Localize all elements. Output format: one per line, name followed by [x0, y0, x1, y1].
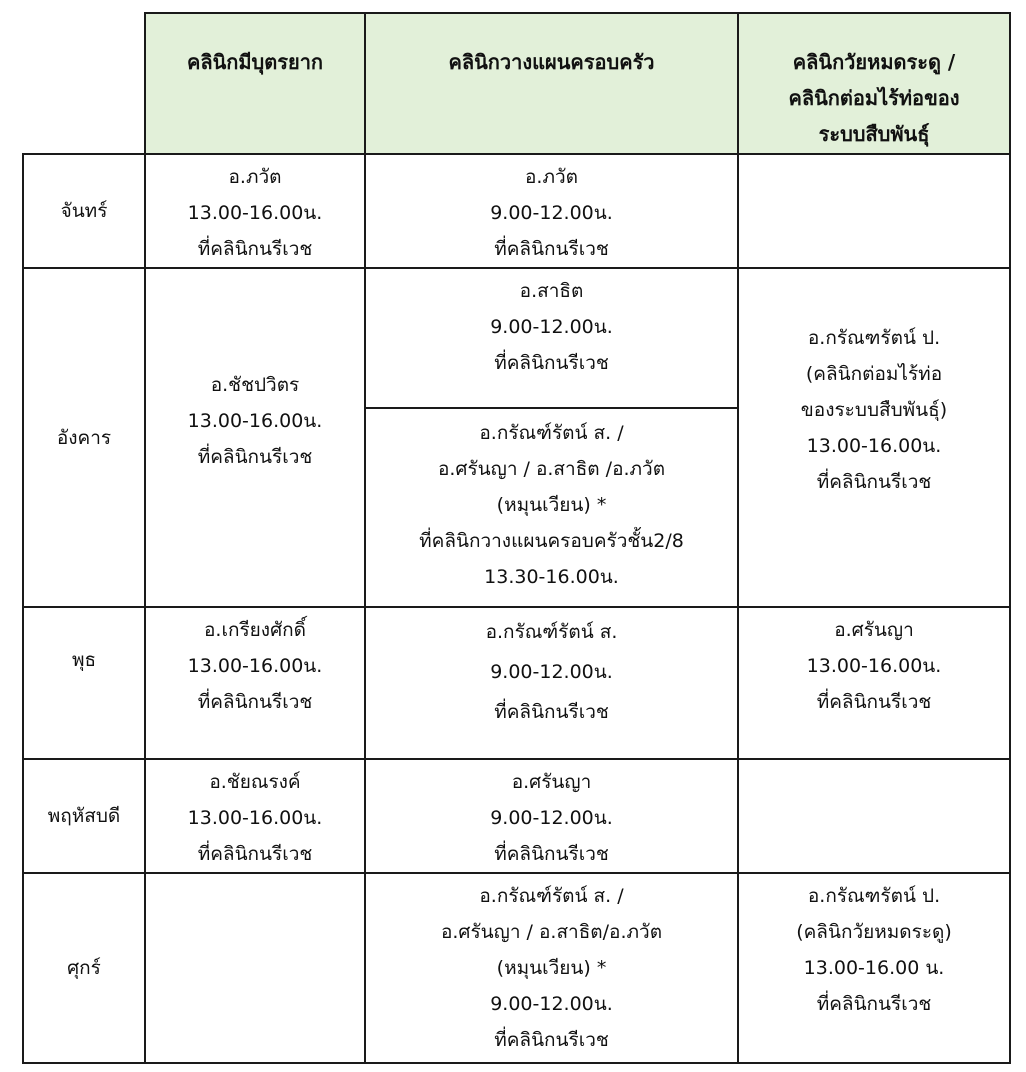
row-tuesday-a: [23, 268, 1010, 408]
cell-mon-infertility: อ.ภวัต 13.00-16.00น. ที่คลินิกนรีเวช: [145, 154, 365, 268]
clinic-schedule-table: [22, 12, 1011, 1064]
cell-tue-menopause: อ.กรัณฑรัตน์ ป. (คลินิกต่อมไร้ท่อ ของระบบสืบพันธุ์) 13.00-16.00น. ที่คลินิกนรีเวช: [738, 268, 1010, 607]
header-family-planning-clinic: คลินิกวางแผนครอบครัว: [365, 13, 738, 154]
cell-mon-menopause: [738, 154, 1010, 268]
cell-tue-infertility: อ.ชัชปวิตร 13.00-16.00น. ที่คลินิกนรีเวช: [145, 268, 365, 607]
day-label-thursday: พฤหัสบดี: [23, 759, 145, 873]
header-row: [23, 13, 1010, 154]
cell-wed-menopause: อ.ศรันญา 13.00-16.00น. ที่คลินิกนรีเวช: [738, 607, 1010, 759]
cell-wed-infertility: อ.เกรียงศักดิ์ 13.00-16.00น. ที่คลินิกนรีเวช: [145, 607, 365, 759]
corner-cell: [23, 13, 145, 154]
cell-fri-family-planning: อ.กรัณฑ์รัตน์ ส. / อ.ศรันญา / อ.สาธิต/อ.ภวัต (หมุนเวียน) * 9.00-12.00น. ที่คลินิกนรีเวช: [365, 873, 738, 1063]
row-thursday: [23, 759, 1010, 873]
day-label-tuesday: อังคาร: [23, 268, 145, 607]
row-monday: [23, 154, 1010, 268]
cell-thu-menopause: [738, 759, 1010, 873]
cell-wed-family-planning: อ.กรัณฑ์รัตน์ ส. 9.00-12.00น. ที่คลินิกนรีเวช: [365, 607, 738, 759]
day-label-friday: ศุกร์: [23, 873, 145, 1063]
cell-thu-family-planning: อ.ศรันญา 9.00-12.00น. ที่คลินิกนรีเวช: [365, 759, 738, 873]
cell-tue-family-planning-morning: อ.สาธิต 9.00-12.00น. ที่คลินิกนรีเวช: [365, 268, 738, 408]
cell-tue-family-planning-afternoon: อ.กรัณฑ์รัตน์ ส. / อ.ศรันญา / อ.สาธิต /อ.ภวัต (หมุนเวียน) * ที่คลินิกวางแผนครอบครัวชั้น2/8 13.30-16.00น.: [365, 408, 738, 607]
row-wednesday: [23, 607, 1010, 759]
header-infertility-clinic: คลินิกมีบุตรยาก: [145, 13, 365, 154]
day-label-wednesday: พุธ: [23, 607, 145, 759]
cell-fri-infertility: [145, 873, 365, 1063]
cell-thu-infertility: อ.ชัยณรงค์ 13.00-16.00น. ที่คลินิกนรีเวช: [145, 759, 365, 873]
header-menopause-endocrine-clinic: คลินิกวัยหมดระดู / คลินิกต่อมไร้ท่อของ ระบบสืบพันธุ์: [738, 13, 1010, 154]
cell-fri-menopause: อ.กรัณฑรัตน์ ป. (คลินิกวัยหมดระดู) 13.00-16.00 น. ที่คลินิกนรีเวช: [738, 873, 1010, 1063]
cell-mon-family-planning: อ.ภวัต 9.00-12.00น. ที่คลินิกนรีเวช: [365, 154, 738, 268]
row-friday: [23, 873, 1010, 1063]
day-label-monday: จันทร์: [23, 154, 145, 268]
